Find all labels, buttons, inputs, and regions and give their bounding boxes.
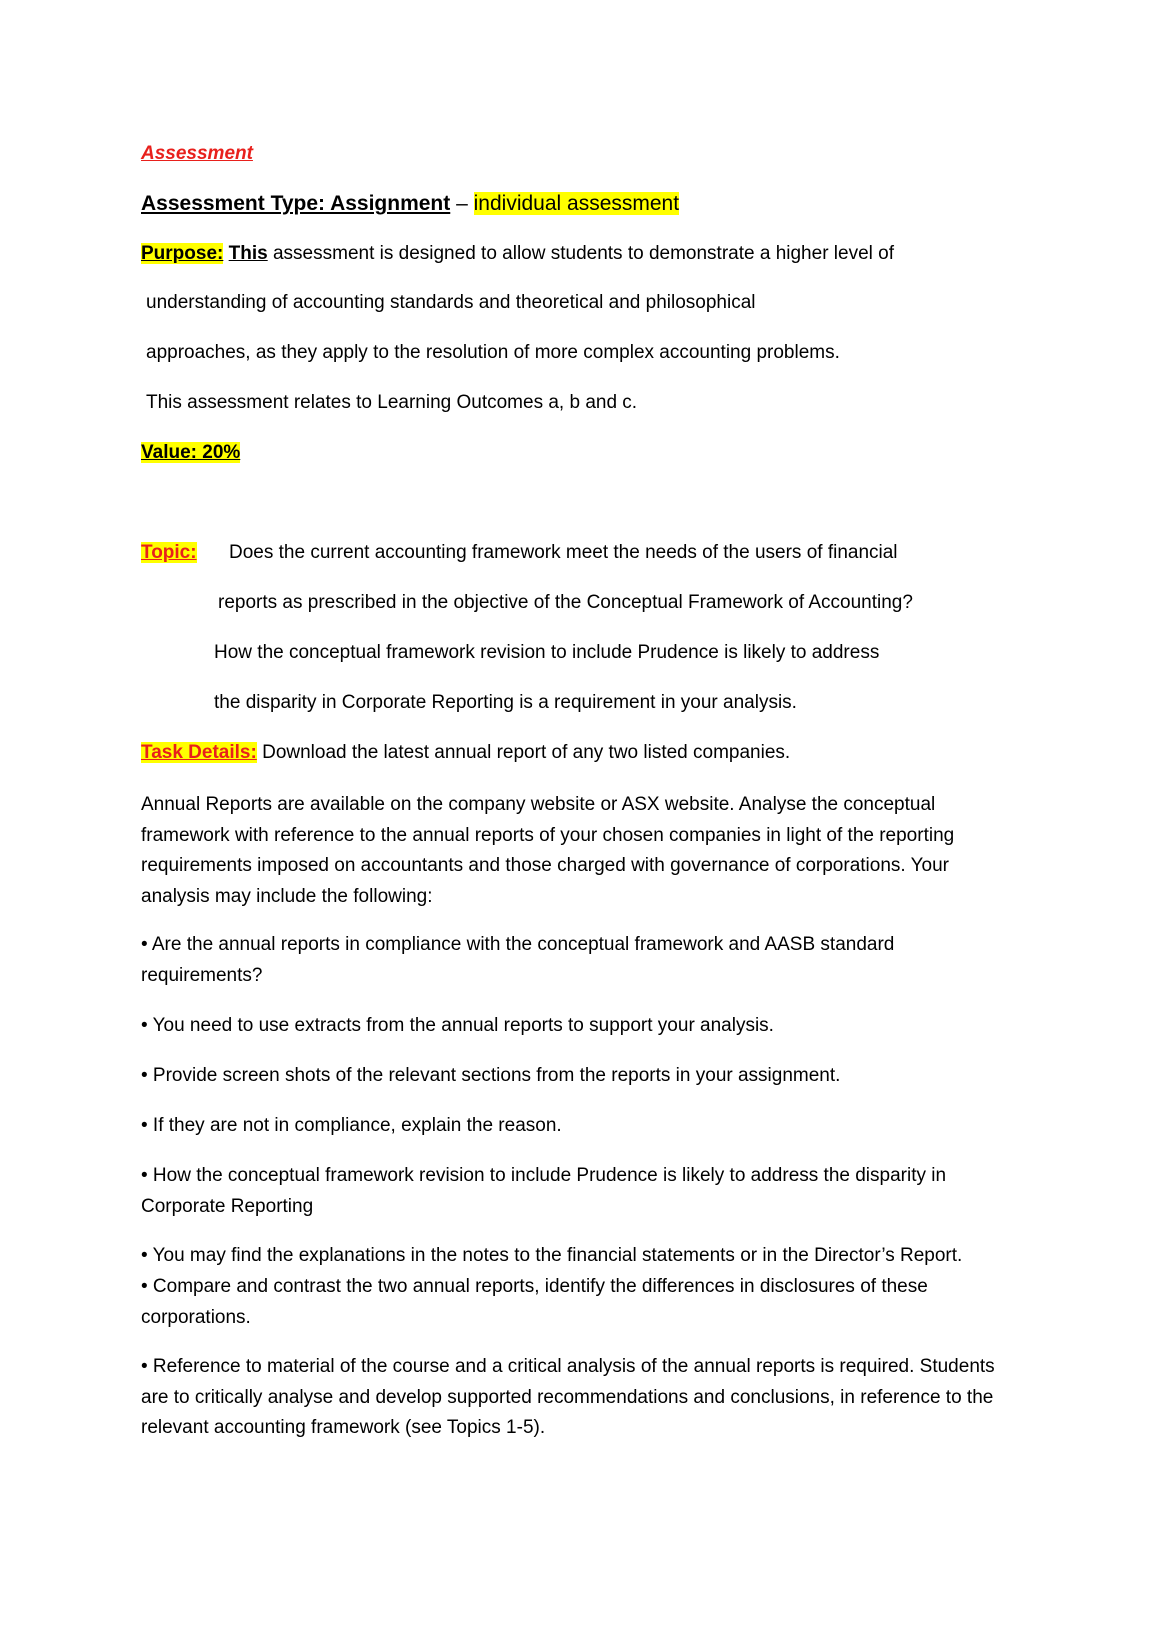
bullet-7: • Compare and contrast the two annual reports, identify the differences in disclosures of these corporations. bbox=[141, 1276, 928, 1328]
purpose-label: Purpose: bbox=[141, 243, 224, 264]
purpose-line-4: This assessment relates to Learning Outcomes a, b and c. bbox=[146, 392, 638, 413]
bullet-5: • How the conceptual framework revision to include Prudence is likely to address the disparity in Corporate Reporting bbox=[141, 1165, 947, 1217]
bullet-1: • Are the annual reports in compliance with the conceptual framework and AASB standard requirements? bbox=[141, 934, 895, 986]
topic-line-1 bbox=[141, 538, 197, 568]
bullet-4: • If they are not in compliance, explain the reason. bbox=[141, 1115, 562, 1136]
purpose-this: This bbox=[228, 243, 268, 264]
value-label: Value: 20% bbox=[141, 442, 241, 463]
bullet-6: • You may find the explanations in the notes to the financial statements or in the Director’s Report. bbox=[141, 1245, 963, 1266]
assessment-type bbox=[141, 189, 679, 219]
purpose-line-3: approaches, as they apply to the resolution of more complex accounting problems. bbox=[146, 342, 840, 363]
topic-text-2: reports as prescribed in the objective of the Conceptual Framework of Accounting? bbox=[218, 592, 913, 613]
purpose-text-1: assessment is designed to allow students to demonstrate a higher level of bbox=[267, 243, 894, 264]
bullet-3: • Provide screen shots of the relevant sections from the reports in your assignment. bbox=[141, 1065, 841, 1086]
assessment-type-sep: – bbox=[450, 192, 474, 215]
task-label: Task Details: bbox=[141, 742, 257, 763]
assessment-type-label: Assessment Type: Assignment bbox=[141, 192, 451, 215]
topic-text-3: How the conceptual framework revision to include Prudence is likely to address bbox=[214, 642, 880, 663]
task-paragraph: Annual Reports are available on the company website or ASX website. Analyse the conceptual framework with reference to the annual reports of your chosen companies in light of the reporting requirements imposed on accountants and those charged with governance of corporations. Your analysis may include the following: bbox=[141, 794, 955, 907]
value-line bbox=[141, 438, 240, 468]
purpose-line-2: understanding of accounting standards and theoretical and philosophical bbox=[146, 292, 756, 313]
topic-text-4: the disparity in Corporate Reporting is a requirement in your analysis. bbox=[214, 692, 797, 713]
doc-title: Assessment bbox=[141, 143, 253, 164]
assessment-type-value: individual assessment bbox=[473, 192, 680, 215]
bullet-8: • Reference to material of the course and a critical analysis of the annual reports is required. Students are to critically analyse and develop supported recommendations and conclusions, in reference to the relevant accounting framework (see Topics 1-5). bbox=[141, 1356, 995, 1438]
task-line bbox=[141, 738, 790, 768]
topic-text-1: Does the current accounting framework meet the needs of the users of financial bbox=[229, 542, 898, 563]
topic-label: Topic: bbox=[141, 542, 197, 563]
purpose-line-1 bbox=[141, 239, 894, 269]
task-first-text: Download the latest annual report of any two listed companies. bbox=[256, 742, 791, 763]
bullet-2: • You need to use extracts from the annual reports to support your analysis. bbox=[141, 1015, 774, 1036]
